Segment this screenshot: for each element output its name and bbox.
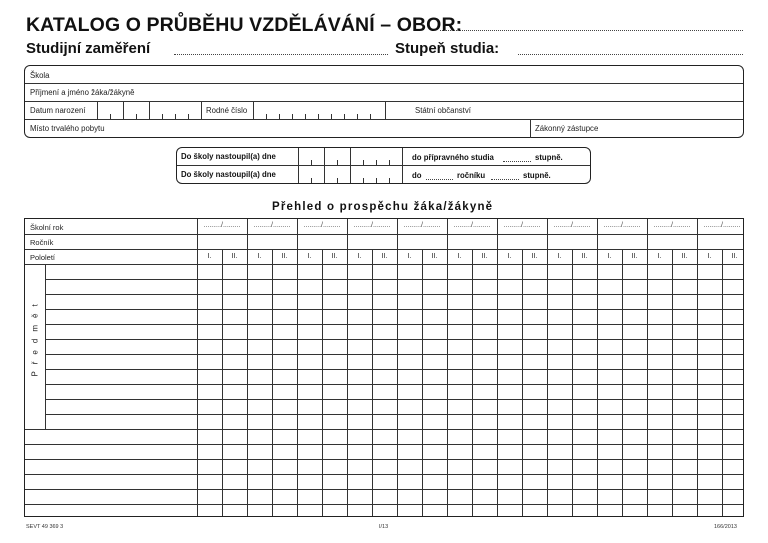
school-year-field[interactable]: ........./......... (403, 222, 441, 229)
semester-value: II. (381, 253, 388, 260)
school-year-field[interactable]: ........./......... (703, 222, 741, 229)
semester-value: I. (357, 253, 362, 260)
citizenship-label: Státní občanství (415, 106, 471, 115)
field-of-study-detail-line[interactable] (174, 54, 388, 55)
semester-label: Pololetí (30, 253, 56, 262)
entry-date-label-2: Do školy nastoupil(a) dne (181, 170, 276, 179)
school-year-field[interactable]: ........./......... (553, 222, 591, 229)
level-text-1: stupně. (535, 153, 563, 162)
field-of-study-line[interactable] (440, 30, 743, 31)
form-title: KATALOG O PRŮBĚHU VZDĚLÁVÁNÍ – OBOR: (26, 14, 463, 36)
birth-date-label: Datum narození (30, 106, 86, 115)
semester-value: II. (581, 253, 588, 260)
year-label: Ročník (30, 238, 54, 247)
semester-value: II. (331, 253, 338, 260)
grade-level-line[interactable] (491, 179, 519, 180)
footer-edition: I/13 (379, 524, 389, 530)
school-year-field[interactable]: ........./......... (653, 222, 691, 229)
semester-value: I. (707, 253, 712, 260)
level-text-2: stupně. (523, 171, 551, 180)
semester-value: I. (607, 253, 612, 260)
semester-value: II. (431, 253, 438, 260)
grade-text: ročníku (457, 171, 486, 180)
school-entry-box (176, 147, 591, 184)
study-level-label: Stupeň studia: (395, 40, 500, 57)
footer-code: SEVT 49 369 3 (26, 524, 64, 530)
school-label: Škola (30, 71, 50, 80)
preparatory-study-text: do přípravného studia (412, 153, 494, 162)
residence-label: Místo trvalého pobytu (30, 124, 105, 133)
school-year-field[interactable]: ........./......... (353, 222, 391, 229)
semester-value: I. (407, 253, 412, 260)
school-year-field[interactable]: ........./......... (253, 222, 291, 229)
school-year-field[interactable]: ........./......... (303, 222, 341, 229)
field-of-study-label: Studijní zaměření (26, 40, 151, 57)
semester-value: I. (507, 253, 512, 260)
guardian-label: Zákonný zástupce (535, 124, 599, 133)
school-year-field[interactable]: ........./......... (203, 222, 241, 229)
grades-title: Přehled o prospěchu žáka/žákyně (272, 201, 494, 213)
semester-value: I. (207, 253, 212, 260)
school-year-field[interactable]: ........./......... (503, 222, 541, 229)
semester-value: II. (681, 253, 688, 260)
semester-value: II. (531, 253, 538, 260)
semester-value: I. (557, 253, 562, 260)
footer-number: 166/2013 (714, 524, 737, 530)
school-year-field[interactable]: ........./......... (603, 222, 641, 229)
semester-value: I. (457, 253, 462, 260)
entry-date-label-1: Do školy nastoupil(a) dne (181, 152, 276, 161)
birth-number-label: Rodné číslo (206, 106, 248, 115)
semester-value: I. (307, 253, 312, 260)
semester-value: II. (281, 253, 288, 260)
preparatory-level-line[interactable] (503, 161, 531, 162)
semester-value: I. (257, 253, 262, 260)
school-year-field[interactable]: ........./......... (453, 222, 491, 229)
grade-prefix-text: do (412, 171, 422, 180)
student-info-box (24, 65, 744, 138)
student-name-label: Příjmení a jméno žáka/žákyně (30, 88, 135, 97)
semester-value: II. (231, 253, 238, 260)
semester-value: II. (731, 253, 738, 260)
semester-value: I. (657, 253, 662, 260)
grades-table (24, 218, 744, 517)
school-year-label: Školní rok (30, 223, 64, 232)
subject-axis-label: P ř e d m ě t (30, 301, 40, 377)
grade-number-line[interactable] (426, 179, 453, 180)
study-level-line[interactable] (518, 54, 743, 55)
semester-value: II. (481, 253, 488, 260)
semester-value: II. (631, 253, 638, 260)
